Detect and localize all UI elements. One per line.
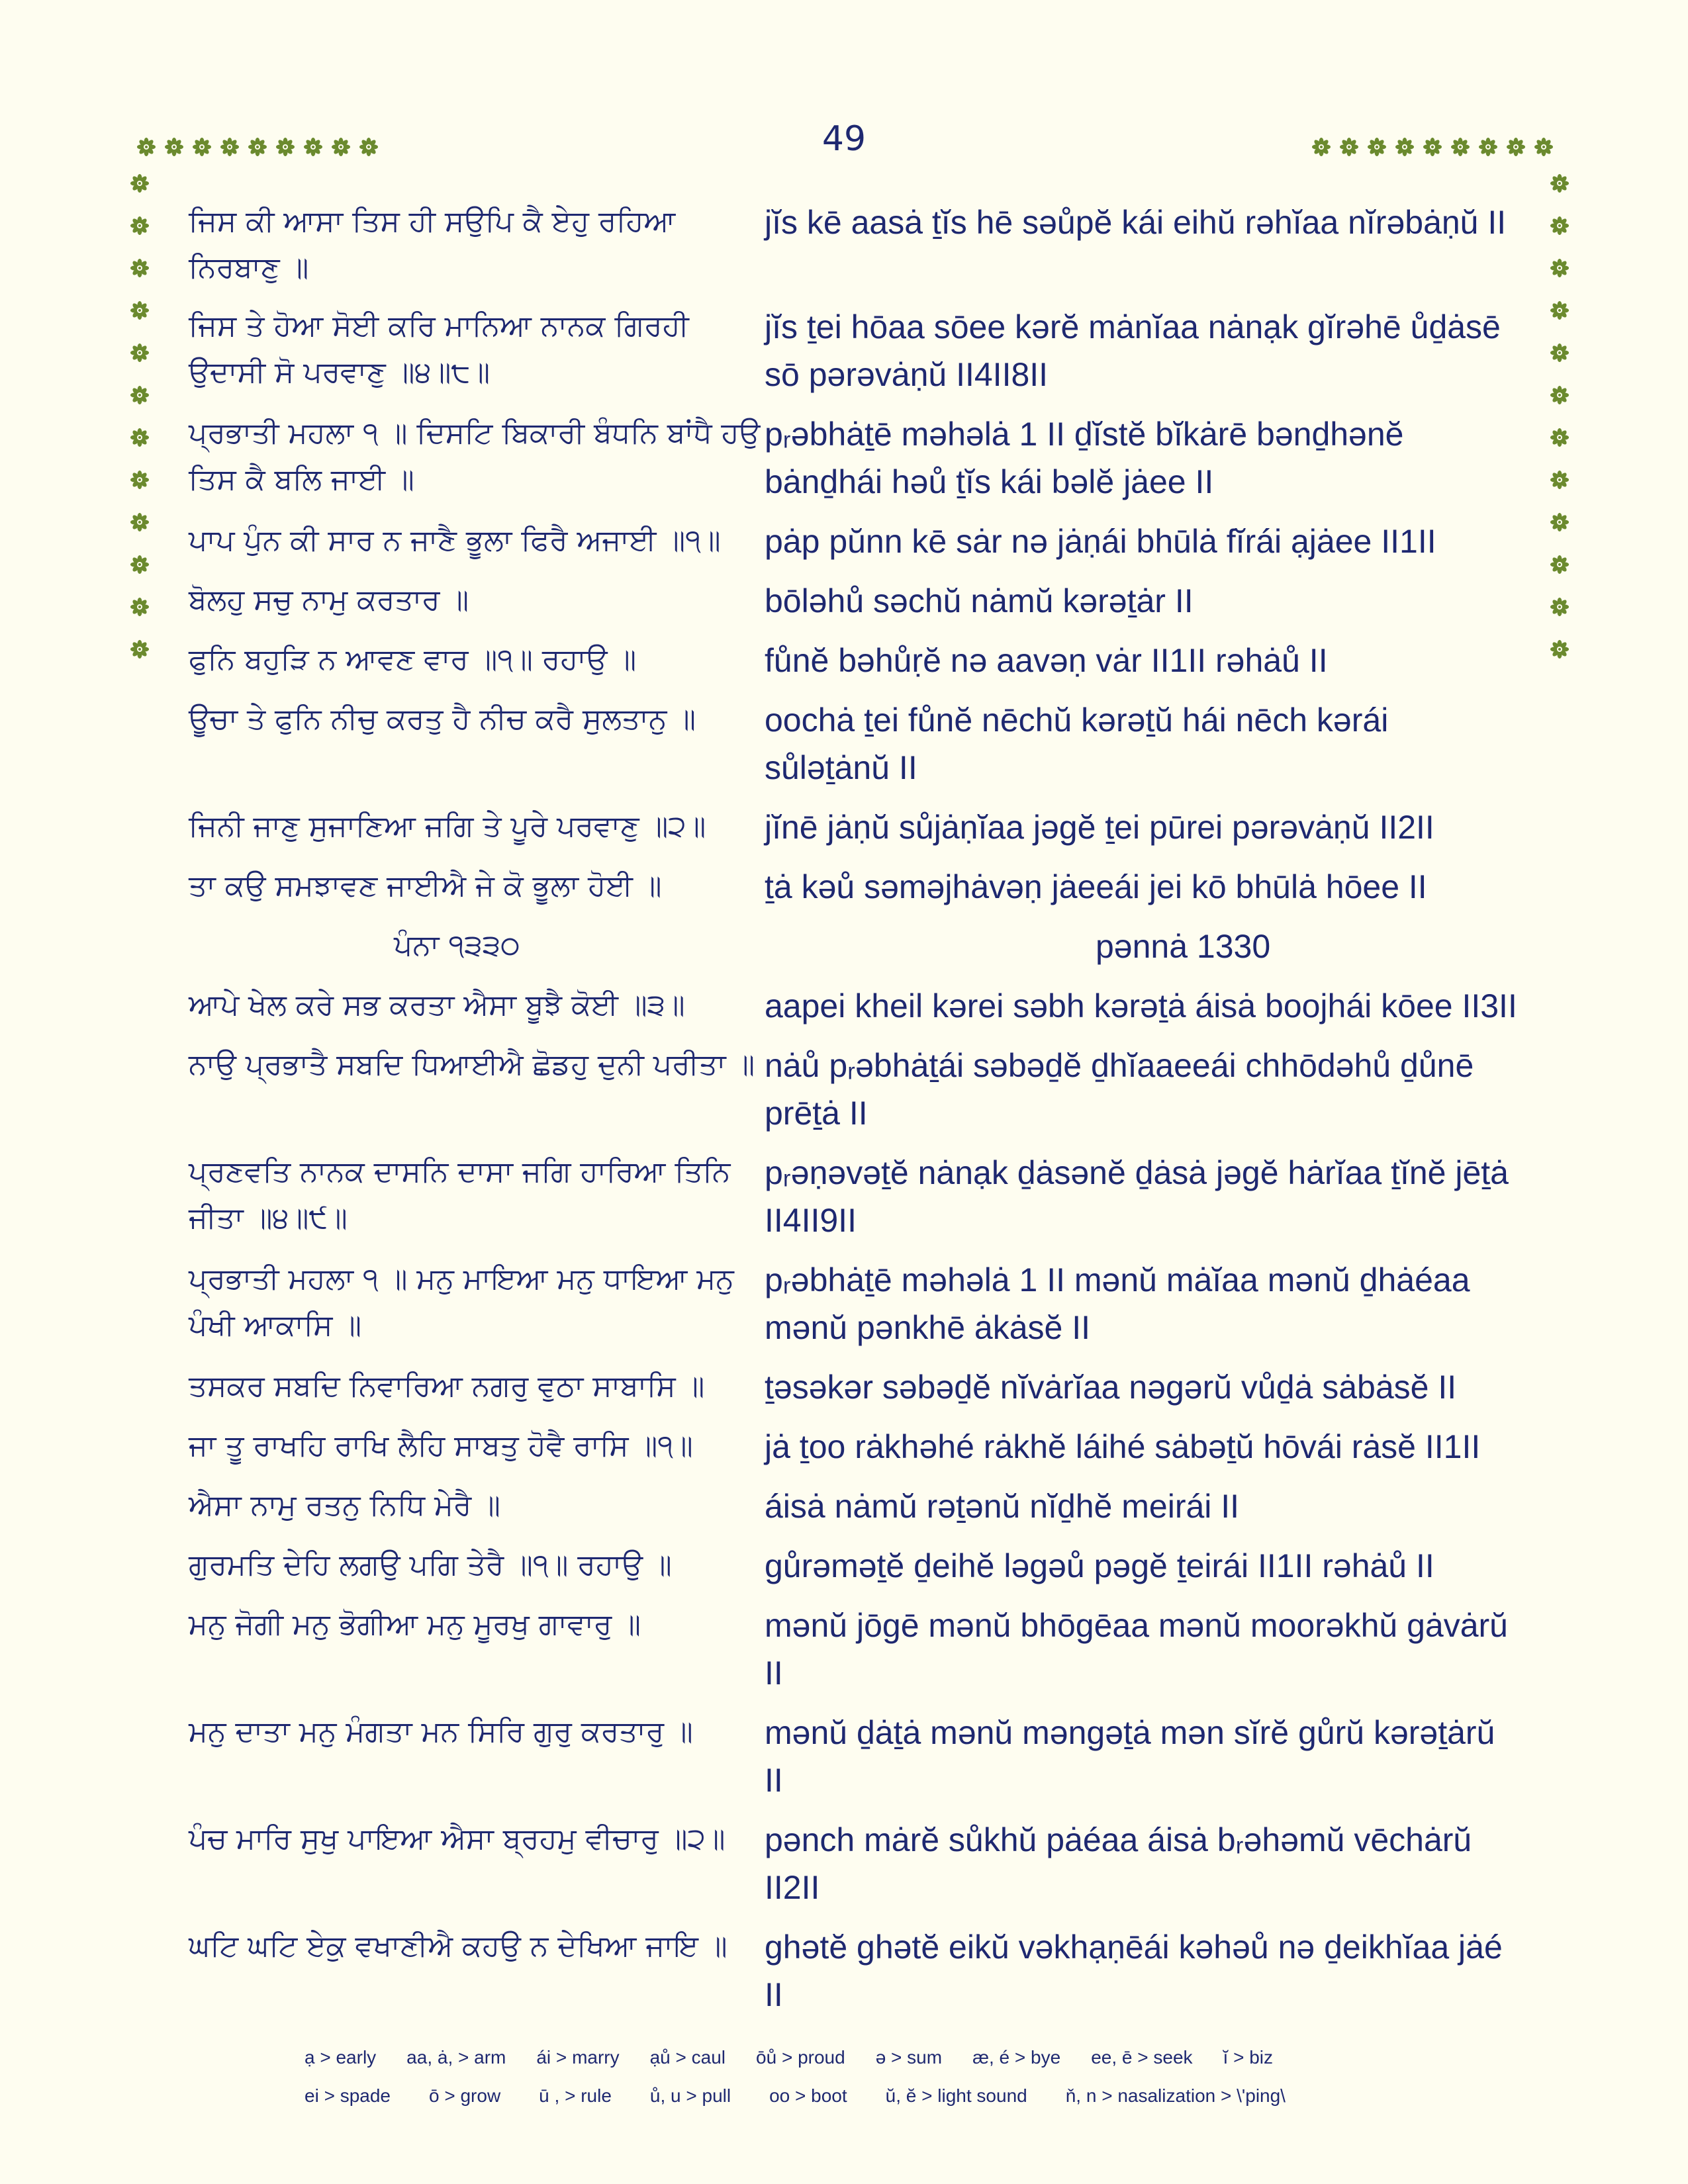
flower-icon	[126, 332, 154, 374]
flower-icon	[1502, 132, 1530, 161]
flower-icon	[1419, 132, 1446, 161]
gurmukhi-line: ਮਨੁ ਦਾਤਾ ਮਨੁ ਮੰਗਤਾ ਮਨ ਸਿਰਿ ਗੁਰੁ ਕਰਤਾਰੁ ॥	[189, 1715, 693, 1749]
flower-icon	[1446, 132, 1474, 161]
verse-row	[189, 803, 1526, 851]
transliteration-line: gůrəməṯĕ ḏeihĕ ləgəů pəgĕ ṯeirái II1II rəhȧů II	[765, 1547, 1434, 1584]
verse-row	[189, 696, 1526, 792]
flower-icon	[126, 289, 154, 332]
gurmukhi-line: ਊਚਾ ਤੇ ਫੁਨਿ ਨੀਚੁ ਕਰਤੁ ਹੈ ਨੀਚ ਕਰੈ ਸੁਲਤਾਨੁ ॥	[189, 702, 696, 736]
transliteration-line: pənnȧ 1330	[1096, 928, 1271, 965]
legend-item: ĭ > biz	[1223, 2047, 1274, 2068]
verse-row	[189, 1423, 1526, 1471]
transliteration-line: jĭs ṯei hōaa sōee kərĕ mȧnĭaa nȧnạk gĭrəhē ůḏȧsē sō pərəvȧṇŭ II4II8II	[765, 308, 1501, 393]
flower-icon	[1546, 459, 1573, 501]
verse-row	[189, 1256, 1526, 1351]
border-top-right	[1307, 132, 1558, 161]
gurmukhi-line: ਜਾ ਤੂ ਰਾਖਹਿ ਰਾਖਿ ਲੈਹਿ ਸਾਬਤੁ ਹੋਵੈ ਰਾਸਿ ॥੧॥	[189, 1429, 693, 1463]
verse-row	[189, 863, 1526, 911]
transliteration-line: mənŭ jōgē mənŭ bhōgēaa mənŭ moorəkhŭ gȧvȧrŭ II	[765, 1607, 1508, 1692]
flower-icon	[216, 132, 244, 161]
transliteration-line: jĭs kē aasȧ ṯĭs hē səůpĕ kái eihŭ rəhĭaa nĭrəbȧṇŭ II	[765, 204, 1507, 241]
transliteration-line: ghətĕ ghətĕ eikŭ vəkhạṇēái kəhəů nə ḏeikhĭaa jȧé II	[765, 1929, 1503, 2013]
transliteration-line: fůnĕ bəhůṛĕ nə aavəṇ vȧr II1II rəhȧů II	[765, 642, 1328, 679]
verse-row	[189, 410, 1526, 506]
legend-item: ạ > early	[305, 2047, 377, 2068]
flower-icon	[1546, 205, 1573, 247]
legend-item: oo > boot	[769, 2085, 847, 2106]
verse-row	[189, 1602, 1526, 1697]
transliteration-line: bōləhů səchŭ nȧmŭ kərəṯȧr II	[765, 582, 1194, 619]
flower-icon	[1546, 247, 1573, 289]
transliteration-line: ṯəsəkər səbəḏĕ nĭvȧrĭaa nəgərŭ vůḏȧ sȧbȧsĕ II	[765, 1369, 1457, 1406]
gurmukhi-line: ਗੁਰਮਤਿ ਦੇਹਿ ਲਗਉ ਪਗਿ ਤੇਰੈ ॥੧॥ ਰਹਾਉ ॥	[189, 1548, 672, 1582]
transliteration-line: jȧ ṯoo rȧkhəhé rȧkhĕ láihé sȧbəṯŭ hōvái rȧsĕ II1II	[765, 1428, 1481, 1465]
flower-icon	[1391, 132, 1419, 161]
legend-item: ōů > proud	[756, 2047, 845, 2068]
transliteration-line: oochȧ ṯei fůnĕ nēchŭ kərəṯŭ hái nēch kərái sůləṯȧnŭ II	[765, 702, 1389, 786]
verse-row	[189, 1042, 1526, 1137]
gurmukhi-line: ਪਾਪ ਪੁੰਨ ਕੀ ਸਾਰ ਨ ਜਾਣੈ ਭੂਲਾ ਫਿਰੈ ਅਜਾਈ ॥੧॥	[189, 523, 721, 557]
legend-item: ů, u > pull	[649, 2085, 731, 2106]
gurmukhi-line: ਮਨੁ ਜੋਗੀ ਮਨੁ ਭੋਗੀਆ ਮਨੁ ਮੂਰਖੁ ਗਾਵਾਰੁ ॥	[189, 1608, 641, 1641]
legend-item: ə > sum	[875, 2047, 943, 2068]
flower-icon	[1307, 132, 1335, 161]
flower-icon	[1363, 132, 1391, 161]
transliteration-line: pȧp pŭnn kē sȧr nə jȧṇái bhūlȧ fĭrái ạjȧee II1II	[765, 523, 1436, 560]
verse-row	[189, 518, 1526, 565]
legend-item: ō > grow	[429, 2085, 501, 2106]
verse-row	[189, 577, 1526, 625]
page-number: 49	[821, 119, 867, 159]
flower-icon	[1546, 543, 1573, 586]
gurmukhi-line: ਨਾਉ ਪ੍ਰਭਾਤੈ ਸਬਦਿ ਧਿਆਈਐ ਛੋਡਹੁ ਦੁਨੀ ਪਰੀਤਾ ॥	[189, 1048, 755, 1081]
flower-icon	[126, 162, 154, 205]
gurmukhi-line: ਫੁਨਿ ਬਹੁੜਿ ਨ ਆਵਣ ਵਾਰ ॥੧॥ ਰਹਾਉ ॥	[189, 643, 637, 676]
gurmukhi-line: ਪ੍ਰਣਵਤਿ ਨਾਨਕ ਦਾਸਨਿ ਦਾਸਾ ਜਗਿ ਹਾਰਿਆ ਤਿਨਿ ਜੀਤਾ ॥੪॥੯॥	[189, 1155, 731, 1235]
gurmukhi-line: ਤਾ ਕਉ ਸਮਝਾਵਣ ਜਾਈਐ ਜੇ ਕੋ ਭੂਲਾ ਹੋਈ ॥	[189, 869, 662, 903]
verse-row	[189, 1363, 1526, 1411]
flower-icon	[1530, 132, 1558, 161]
flower-icon	[355, 132, 383, 161]
verse-row	[189, 1149, 1526, 1244]
gurmukhi-line: ਪੰਚ ਮਾਰਿ ਸੁਖੁ ਪਾਇਆ ਐਸਾ ਬ੍ਰਹਮੁ ਵੀਚਾਰੁ ॥੨॥	[189, 1822, 726, 1856]
verse-row	[189, 1816, 1526, 1911]
flower-icon	[299, 132, 327, 161]
transliteration-line: áisȧ nȧmŭ rəṯənŭ nĭḏhĕ meirái II	[765, 1488, 1240, 1525]
flower-icon	[126, 543, 154, 586]
flower-icon	[271, 132, 299, 161]
legend-item: ee, ē > seek	[1091, 2047, 1193, 2068]
verse-row	[189, 1923, 1526, 2019]
gurmukhi-line: ਜਿਨੀ ਜਾਣੁ ਸੁਜਾਣਿਆ ਜਗਿ ਤੇ ਪੂਰੇ ਪਰਵਾਣੁ ॥੨॥	[189, 809, 706, 843]
verse-row	[189, 1482, 1526, 1530]
verse-row	[189, 637, 1526, 684]
flower-icon	[1546, 374, 1573, 416]
flower-icon	[1546, 586, 1573, 628]
transliteration-line: ṯȧ kəů səməjhȧvəṇ jȧeeái jei kō bhūlȧ hōee II	[765, 868, 1427, 905]
verse-row	[189, 982, 1526, 1030]
flower-icon	[132, 132, 160, 161]
gurmukhi-line: ਐਸਾ ਨਾਮੁ ਰਤਨੁ ਨਿਧਿ ਮੇਰੈ ॥	[189, 1488, 500, 1522]
legend-row	[305, 2077, 1496, 2115]
pronunciation-legend	[305, 2038, 1496, 2115]
transliteration-line: pənch mȧrĕ sůkhŭ pȧéaa áisȧ bᵣəhəmŭ vēchȧrŭ II2II	[765, 1821, 1472, 1906]
flower-icon	[1546, 501, 1573, 543]
legend-item: aa, ȧ, > arm	[406, 2047, 506, 2068]
flower-icon	[126, 374, 154, 416]
gurmukhi-line: ਜਿਸ ਤੇ ਹੋਆ ਸੋਈ ਕਰਿ ਮਾਨਿਆ ਨਾਨਕ ਗਿਰਹੀ ਉਦਾਸੀ ਸੋ ਪਰਵਾਣੁ ॥੪॥੮॥	[189, 309, 689, 389]
flower-icon	[1335, 132, 1363, 161]
verse-row	[189, 199, 1526, 291]
border-top-left	[132, 132, 383, 161]
flower-icon	[126, 501, 154, 543]
flower-icon	[126, 586, 154, 628]
legend-item: ái > marry	[536, 2047, 620, 2068]
gurmukhi-line: ਪ੍ਰਭਾਤੀ ਮਹਲਾ ੧ ॥ ਮਨੁ ਮਾਇਆ ਮਨੁ ਧਾਇਆ ਮਨੁ ਪੰਖੀ ਆਕਾਸਿ ॥	[189, 1262, 734, 1342]
verse-row	[189, 303, 1526, 398]
flower-icon	[1474, 132, 1502, 161]
flower-icon	[126, 628, 154, 670]
flower-icon	[126, 416, 154, 459]
legend-item: ň, n > nasalization > \'ping\	[1065, 2085, 1286, 2106]
gurmukhi-line: ਆਪੇ ਖੇਲ ਕਰੇ ਸਭ ਕਰਤਾ ਐਸਾ ਬੂਝੈ ਕੋਈ ॥੩॥	[189, 988, 685, 1022]
flower-icon	[126, 205, 154, 247]
flower-icon	[327, 132, 355, 161]
gurmukhi-line: ਤਸਕਰ ਸਬਦਿ ਨਿਵਾਰਿਆ ਨਗਰੁ ਵੁਠਾ ਸਾਬਾਸਿ ॥	[189, 1369, 705, 1403]
gurmukhi-line: ਪੰਨਾ ੧੩੩੦	[394, 929, 520, 962]
flower-icon	[1546, 416, 1573, 459]
legend-item: ạů > caul	[649, 2047, 726, 2068]
transliteration-line: pᵣəṇəvəṯĕ nȧnạk ḏȧsənĕ ḏȧsȧ jəgĕ hȧrĭaa ṯĭnĕ jēṯȧ II4II9II	[765, 1154, 1509, 1239]
border-left	[126, 162, 154, 670]
flower-icon	[1546, 289, 1573, 332]
flower-icon	[188, 132, 216, 161]
verse-table	[189, 199, 1526, 2030]
border-right	[1546, 162, 1573, 670]
page-marker	[189, 923, 1526, 970]
transliteration-line: jĭnē jȧṇŭ sůjȧṇĭaa jəgĕ ṯei pūrei pərəvȧṇŭ II2II	[765, 809, 1434, 846]
flower-icon	[1546, 332, 1573, 374]
flower-icon	[126, 247, 154, 289]
transliteration-line: aapei kheil kərei səbh kərəṯȧ áisȧ boojhái kōee II3II	[765, 987, 1517, 1024]
flower-icon	[160, 132, 188, 161]
verse-row	[189, 1542, 1526, 1590]
flower-icon	[244, 132, 271, 161]
verse-row	[189, 1709, 1526, 1804]
transliteration-line: pᵣəbhȧṯē məhəlȧ 1 II ḏĭstĕ bĭkȧrē bənḏhənĕ bȧnḏhái həů ṯĭs kái bəlĕ jȧee II	[765, 416, 1404, 500]
legend-row	[305, 2038, 1496, 2077]
transliteration-line: mənŭ ḏȧṯȧ mənŭ məngəṯȧ mən sĭrĕ gůrŭ kərəṯȧrŭ II	[765, 1714, 1495, 1799]
flower-icon	[1546, 162, 1573, 205]
gurmukhi-line: ਬੋਲਹੁ ਸਚੁ ਨਾਮੁ ਕਰਤਾਰ ॥	[189, 583, 469, 617]
transliteration-line: pᵣəbhȧṯē məhəlȧ 1 II mənŭ mȧĭaa mənŭ ḏhȧéaa mənŭ pənkhē ȧkȧsĕ II	[765, 1261, 1470, 1346]
flower-icon	[126, 459, 154, 501]
gurmukhi-line: ਜਿਸ ਕੀ ਆਸਾ ਤਿਸ ਹੀ ਸਉਪਿ ਕੈ ਏਹੁ ਰਹਿਆ ਨਿਰਬਾਣੁ ॥	[189, 205, 676, 285]
legend-item: ei > spade	[305, 2085, 391, 2106]
flower-icon	[1546, 628, 1573, 670]
gurmukhi-line: ਪ੍ਰਭਾਤੀ ਮਹਲਾ ੧ ॥ ਦਿਸਟਿ ਬਿਕਾਰੀ ਬੰਧਨਿ ਬਾਂਧੈ ਹਉ ਤਿਸ ਕੈ ਬਲਿ ਜਾਈ ॥	[189, 416, 761, 496]
transliteration-line: nȧů pᵣəbhȧṯái səbəḏĕ ḏhĭaaeeái chhōdəhů ḏůnē prēṯȧ II	[765, 1047, 1474, 1132]
legend-item: ŭ, ĕ > light sound	[885, 2085, 1027, 2106]
legend-item: æ, é > bye	[972, 2047, 1061, 2068]
gurmukhi-line: ਘਟਿ ਘਟਿ ਏਕੁ ਵਖਾਣੀਐ ਕਹਉ ਨ ਦੇਖਿਆ ਜਾਇ ॥	[189, 1929, 727, 1963]
legend-item: ū , > rule	[539, 2085, 612, 2106]
